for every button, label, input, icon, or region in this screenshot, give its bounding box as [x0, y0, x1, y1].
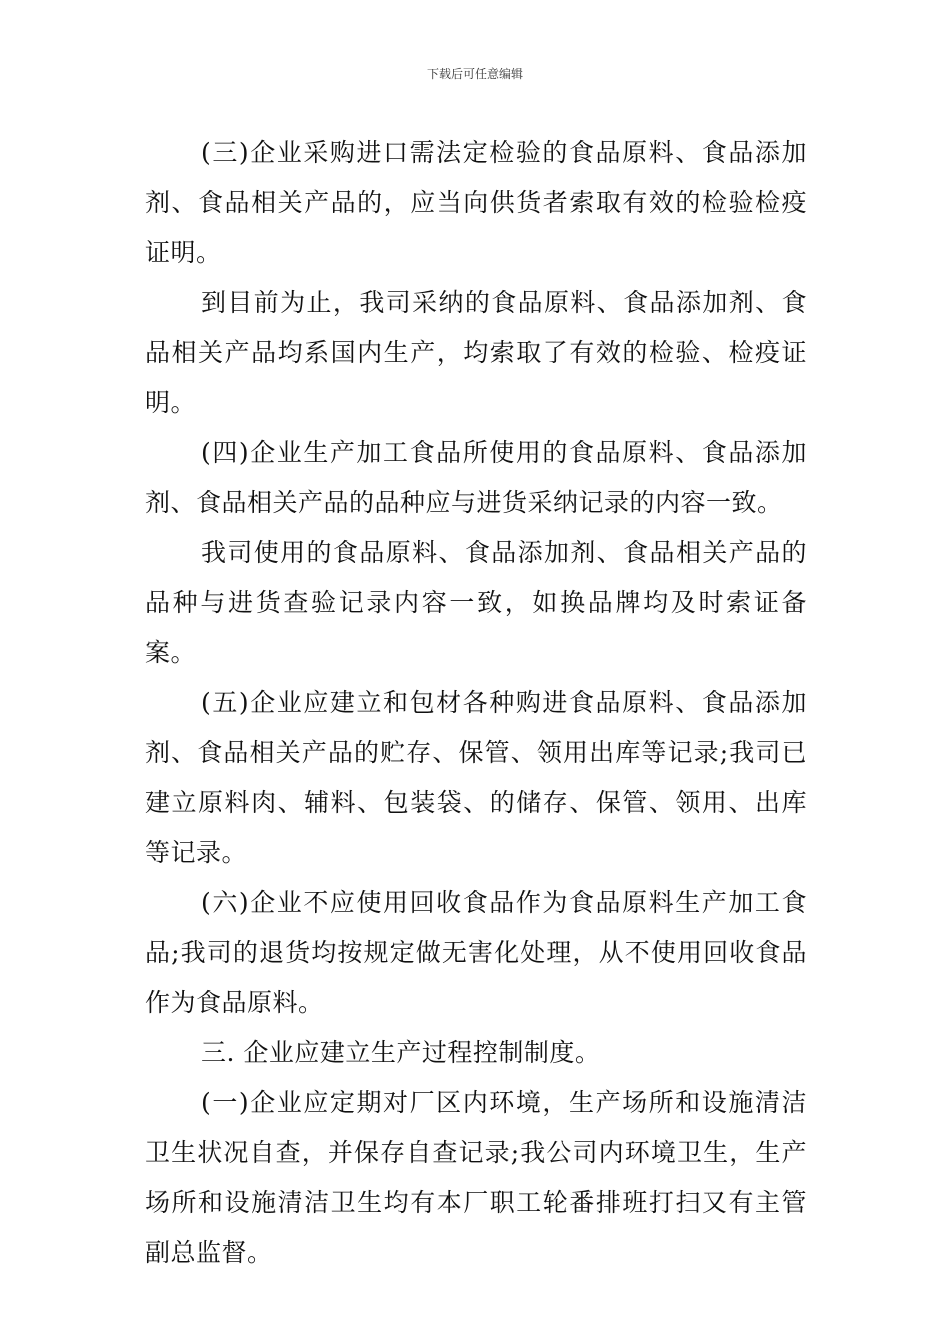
paragraph-material-consistency: (四)企业生产加工食品所使用的食品原料、食品添加剂、食品相关产品的品种应与进货采纳记录的内容一致。	[145, 438, 807, 517]
page-header-note: 下载后可任意编辑	[426, 67, 523, 81]
paragraph-import-inspection: (三)企业采购进口需法定检验的食品原料、食品添加剂、食品相关产品的，应当向供货者索取有效的检验检疫证明。	[145, 138, 807, 267]
paragraph-domestic-production: 到目前为止，我司采纳的食品原料、食品添加剂、食品相关产品均系国内生产，均索取了有效的检验、检疫证明。	[145, 288, 807, 417]
paragraph-storage-records: (五)企业应建立和包材各种购进食品原料、食品添加剂、食品相关产品的贮存、保管、领用出库等记录;我司已建立原料肉、辅料、包装袋、的储存、保管、领用、出库等记录。	[145, 688, 807, 867]
paragraph-purchase-records: 我司使用的食品原料、食品添加剂、食品相关产品的品种与进货查验记录内容一致，如换品牌均及时索证备案。	[145, 538, 807, 667]
paragraph-recycled-food: (六)企业不应使用回收食品作为食品原料生产加工食品;我司的退货均按规定做无害化处理，从不使用回收食品作为食品原料。	[145, 888, 807, 1017]
paragraph-sanitation-check: (一)企业应定期对厂区内环境，生产场所和设施清洁卫生状况自查，并保存自查记录;我公司内环境卫生，生产场所和设施清洁卫生均有本厂职工轮番排班打扫又有主管副总监督。	[145, 1088, 807, 1267]
section-heading-process-control: 三. 企业应建立生产过程控制制度。	[201, 1038, 601, 1067]
document-body	[145, 128, 807, 1278]
